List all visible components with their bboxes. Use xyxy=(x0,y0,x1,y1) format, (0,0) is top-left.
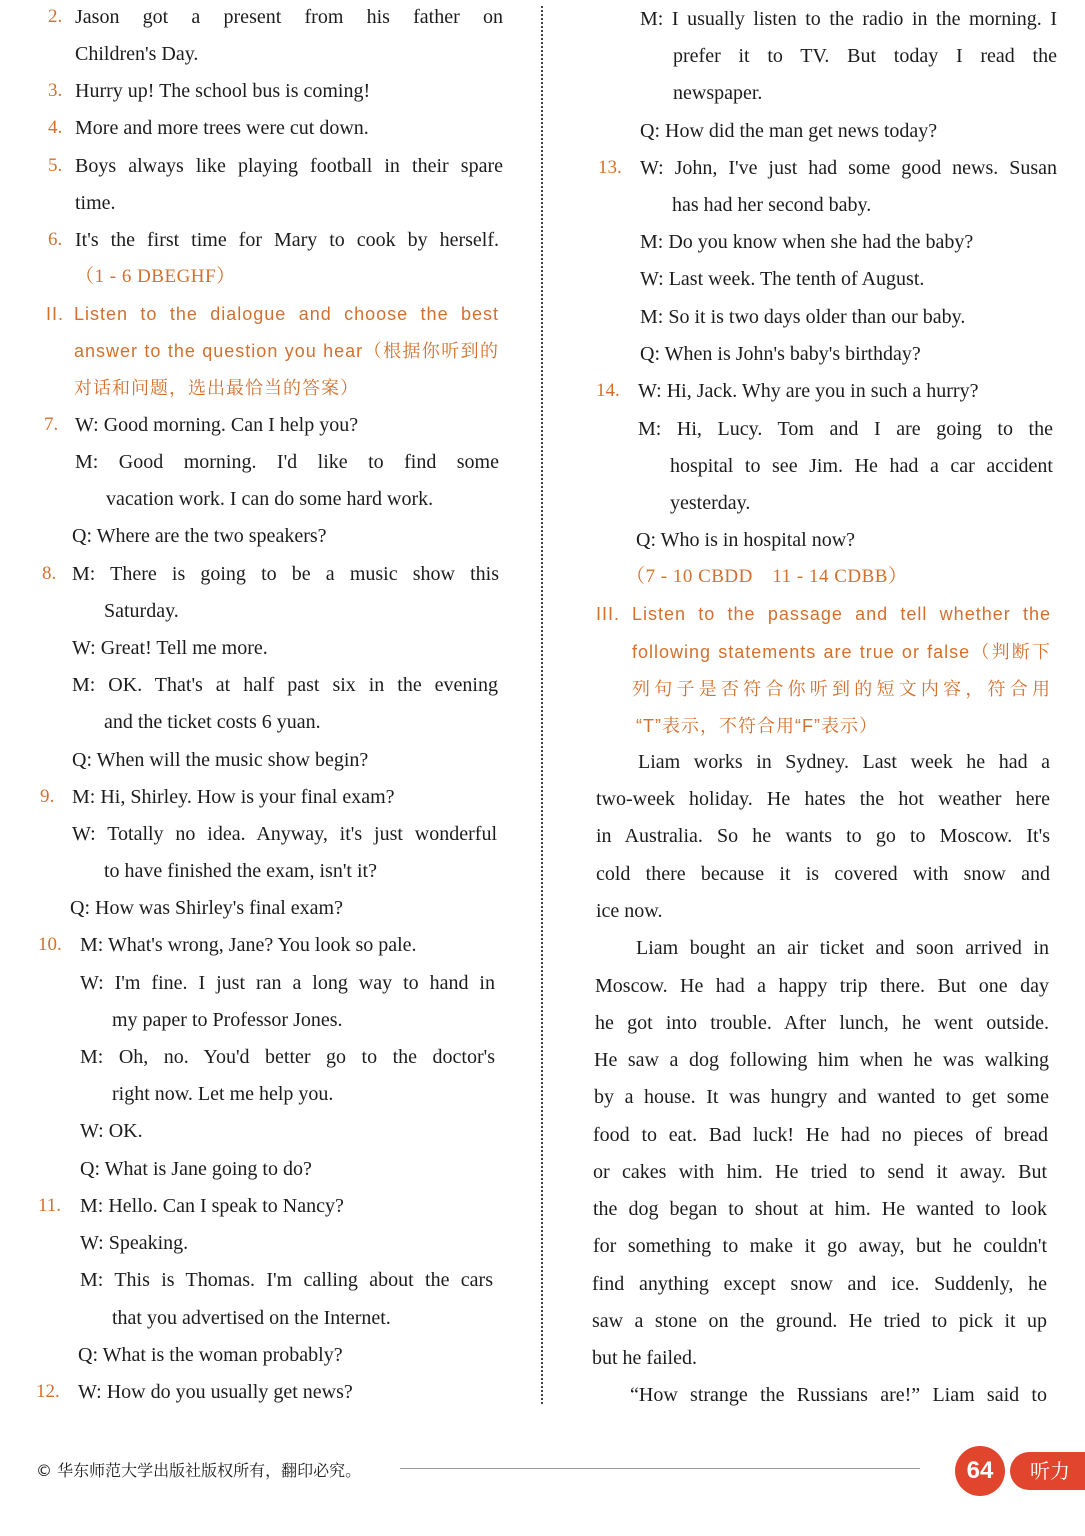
text-line: prefer it to TV. But today I read the xyxy=(673,45,1057,67)
text-line: has had her second baby. xyxy=(672,194,872,216)
text-line: M: So it is two days older than our baby. xyxy=(640,306,966,328)
section-instruction: 对话和问题，选出最恰当的答案） xyxy=(74,378,359,398)
item-number: III. xyxy=(596,604,621,624)
text-line: Q: Who is in hospital now? xyxy=(636,529,856,551)
text-line: M: Do you know when she had the baby? xyxy=(640,231,974,253)
section-instruction: “T”表示，不符合用“F”表示） xyxy=(636,716,878,736)
text-line: W: John, I've just had some good news. Susan xyxy=(640,157,1057,179)
text-line: M: Oh, no. You'd better go to the doctor's xyxy=(80,1046,495,1068)
page-number-badge: 64 xyxy=(955,1446,1005,1496)
item-number: 7. xyxy=(44,414,59,435)
item-number: 4. xyxy=(48,117,63,138)
text-line: Q: Where are the two speakers? xyxy=(72,525,327,547)
text-line: M: Hello. Can I speak to Nancy? xyxy=(80,1195,344,1217)
text-line: and the ticket costs 6 yuan. xyxy=(104,711,321,733)
text-line: Saturday. xyxy=(104,600,179,622)
text-line: Liam works in Sydney. Last week he had a xyxy=(638,751,1050,773)
text-line: Hurry up! The school bus is coming! xyxy=(75,80,371,102)
text-line: two-week holiday. He hates the hot weather here xyxy=(596,788,1050,810)
text-line: Q: How was Shirley's final exam? xyxy=(70,897,343,919)
item-number: II. xyxy=(46,304,65,324)
text-line: Q: What is Jane going to do? xyxy=(80,1158,312,1180)
text-line: W: I'm fine. I just ran a long way to hand in xyxy=(80,972,495,994)
text-line: ice now. xyxy=(596,900,663,922)
text-line: Q: When will the music show begin? xyxy=(72,749,369,771)
item-number: 6. xyxy=(48,229,63,250)
text-line: He saw a dog following him when he was walking xyxy=(594,1049,1049,1071)
text-line: Boys always like playing football in their spare xyxy=(75,155,503,177)
text-line: W: OK. xyxy=(80,1120,143,1142)
item-number: 9. xyxy=(40,786,55,807)
text-line: but he failed. xyxy=(592,1347,697,1369)
footer-rule xyxy=(400,1468,920,1469)
item-number: 11. xyxy=(38,1195,62,1216)
text-line: in Australia. So he wants to go to Moscow. It's xyxy=(596,825,1050,847)
text-line: vacation work. I can do some hard work. xyxy=(106,488,434,510)
text-line: W: Totally no idea. Anyway, it's just wonderful xyxy=(72,823,497,845)
text-line: that you advertised on the Internet. xyxy=(112,1307,391,1329)
item-number: 10. xyxy=(38,934,62,955)
copyright-footer: © 华东师范大学出版社版权所有，翻印必究。 xyxy=(36,1461,362,1480)
text-line: W: How do you usually get news? xyxy=(78,1381,353,1403)
text-line: Q: How did the man get news today? xyxy=(640,120,938,142)
text-line: cold there because it is covered with snow and xyxy=(596,863,1050,885)
text-line: M: Hi, Shirley. How is your final exam? xyxy=(72,786,395,808)
text-line: food to eat. Bad luck! He had no pieces of bread xyxy=(593,1124,1048,1146)
text-line: my paper to Professor Jones. xyxy=(112,1009,343,1031)
text-line: W: Speaking. xyxy=(80,1232,189,1254)
text-line: W: Good morning. Can I help you? xyxy=(75,414,359,436)
column-divider xyxy=(541,6,543,1404)
text-line: the dog began to shout at him. He wanted to look xyxy=(593,1198,1047,1220)
text-line: W: Great! Tell me more. xyxy=(72,637,268,659)
text-line: hospital to see Jim. He had a car accident xyxy=(670,455,1053,477)
text-line: M: OK. That's at half past six in the evening xyxy=(72,674,498,696)
section-instruction: answer to the question you hear（根据你听到的 xyxy=(74,341,499,361)
section-instruction: Listen to the passage and tell whether the xyxy=(632,604,1051,624)
text-line: saw a stone on the ground. He tried to pick it up xyxy=(592,1310,1047,1332)
text-line: It's the first time for Mary to cook by herself. xyxy=(75,229,499,251)
text-line: M: Good morning. I'd like to find some xyxy=(75,451,499,473)
text-line: newspaper. xyxy=(673,82,763,104)
text-line: Jason got a present from his father on xyxy=(75,6,503,28)
text-line: right now. Let me help you. xyxy=(112,1083,334,1105)
text-line: M: Hi, Lucy. Tom and I are going to the xyxy=(638,418,1053,440)
text-line: M: I usually listen to the radio in the morning. I xyxy=(640,8,1057,30)
item-number: 12. xyxy=(36,1381,60,1402)
text-line: W: Hi, Jack. Why are you in such a hurry? xyxy=(638,380,979,402)
text-line: by a house. It was hungry and wanted to get some xyxy=(594,1086,1049,1108)
section-instruction: Listen to the dialogue and choose the best xyxy=(74,304,499,324)
text-line: More and more trees were cut down. xyxy=(75,117,369,139)
item-number: 2. xyxy=(48,6,63,27)
text-line: Q: What is the woman probably? xyxy=(78,1344,343,1366)
section-tag: 听力 xyxy=(1010,1452,1085,1490)
text-line: M: What's wrong, Jane? You look so pale. xyxy=(80,934,417,956)
text-line: he got into trouble. After lunch, he went outside. xyxy=(595,1012,1049,1034)
text-line: find anything except snow and ice. Suddenly, he xyxy=(592,1273,1047,1295)
text-line: Q: When is John's baby's birthday? xyxy=(640,343,921,365)
text-line: to have finished the exam, isn't it? xyxy=(104,860,377,882)
text-line: M: This is Thomas. I'm calling about the cars xyxy=(80,1269,493,1291)
item-number: 8. xyxy=(42,563,57,584)
text-line: Children's Day. xyxy=(75,43,199,65)
text-line: Moscow. He had a happy trip there. But one day xyxy=(595,975,1049,997)
text-line: time. xyxy=(75,192,116,214)
text-line: or cakes with him. He tried to send it away. But xyxy=(593,1161,1047,1183)
text-line: Liam bought an air ticket and soon arrived in xyxy=(636,937,1049,959)
text-line: for something to make it go away, but he couldn't xyxy=(593,1235,1047,1257)
item-number: 13. xyxy=(598,157,622,178)
text-line: W: Last week. The tenth of August. xyxy=(640,268,925,290)
answer-key: （1 - 6 DBEGHF） xyxy=(75,266,236,287)
item-number: 14. xyxy=(596,380,620,401)
section-instruction: 列句子是否符合你听到的短文内容，符合用 xyxy=(632,679,1051,699)
text-line: “How strange the Russians are!” Liam said to xyxy=(630,1384,1047,1406)
item-number: 5. xyxy=(48,155,63,176)
text-line: M: There is going to be a music show this xyxy=(72,563,499,585)
text-line: yesterday. xyxy=(670,492,751,514)
answer-key: （7 - 10 CBDD 11 - 14 CDBB） xyxy=(626,566,908,587)
section-instruction: following statements are true or false（判断下 xyxy=(632,642,1051,662)
item-number: 3. xyxy=(48,80,63,101)
